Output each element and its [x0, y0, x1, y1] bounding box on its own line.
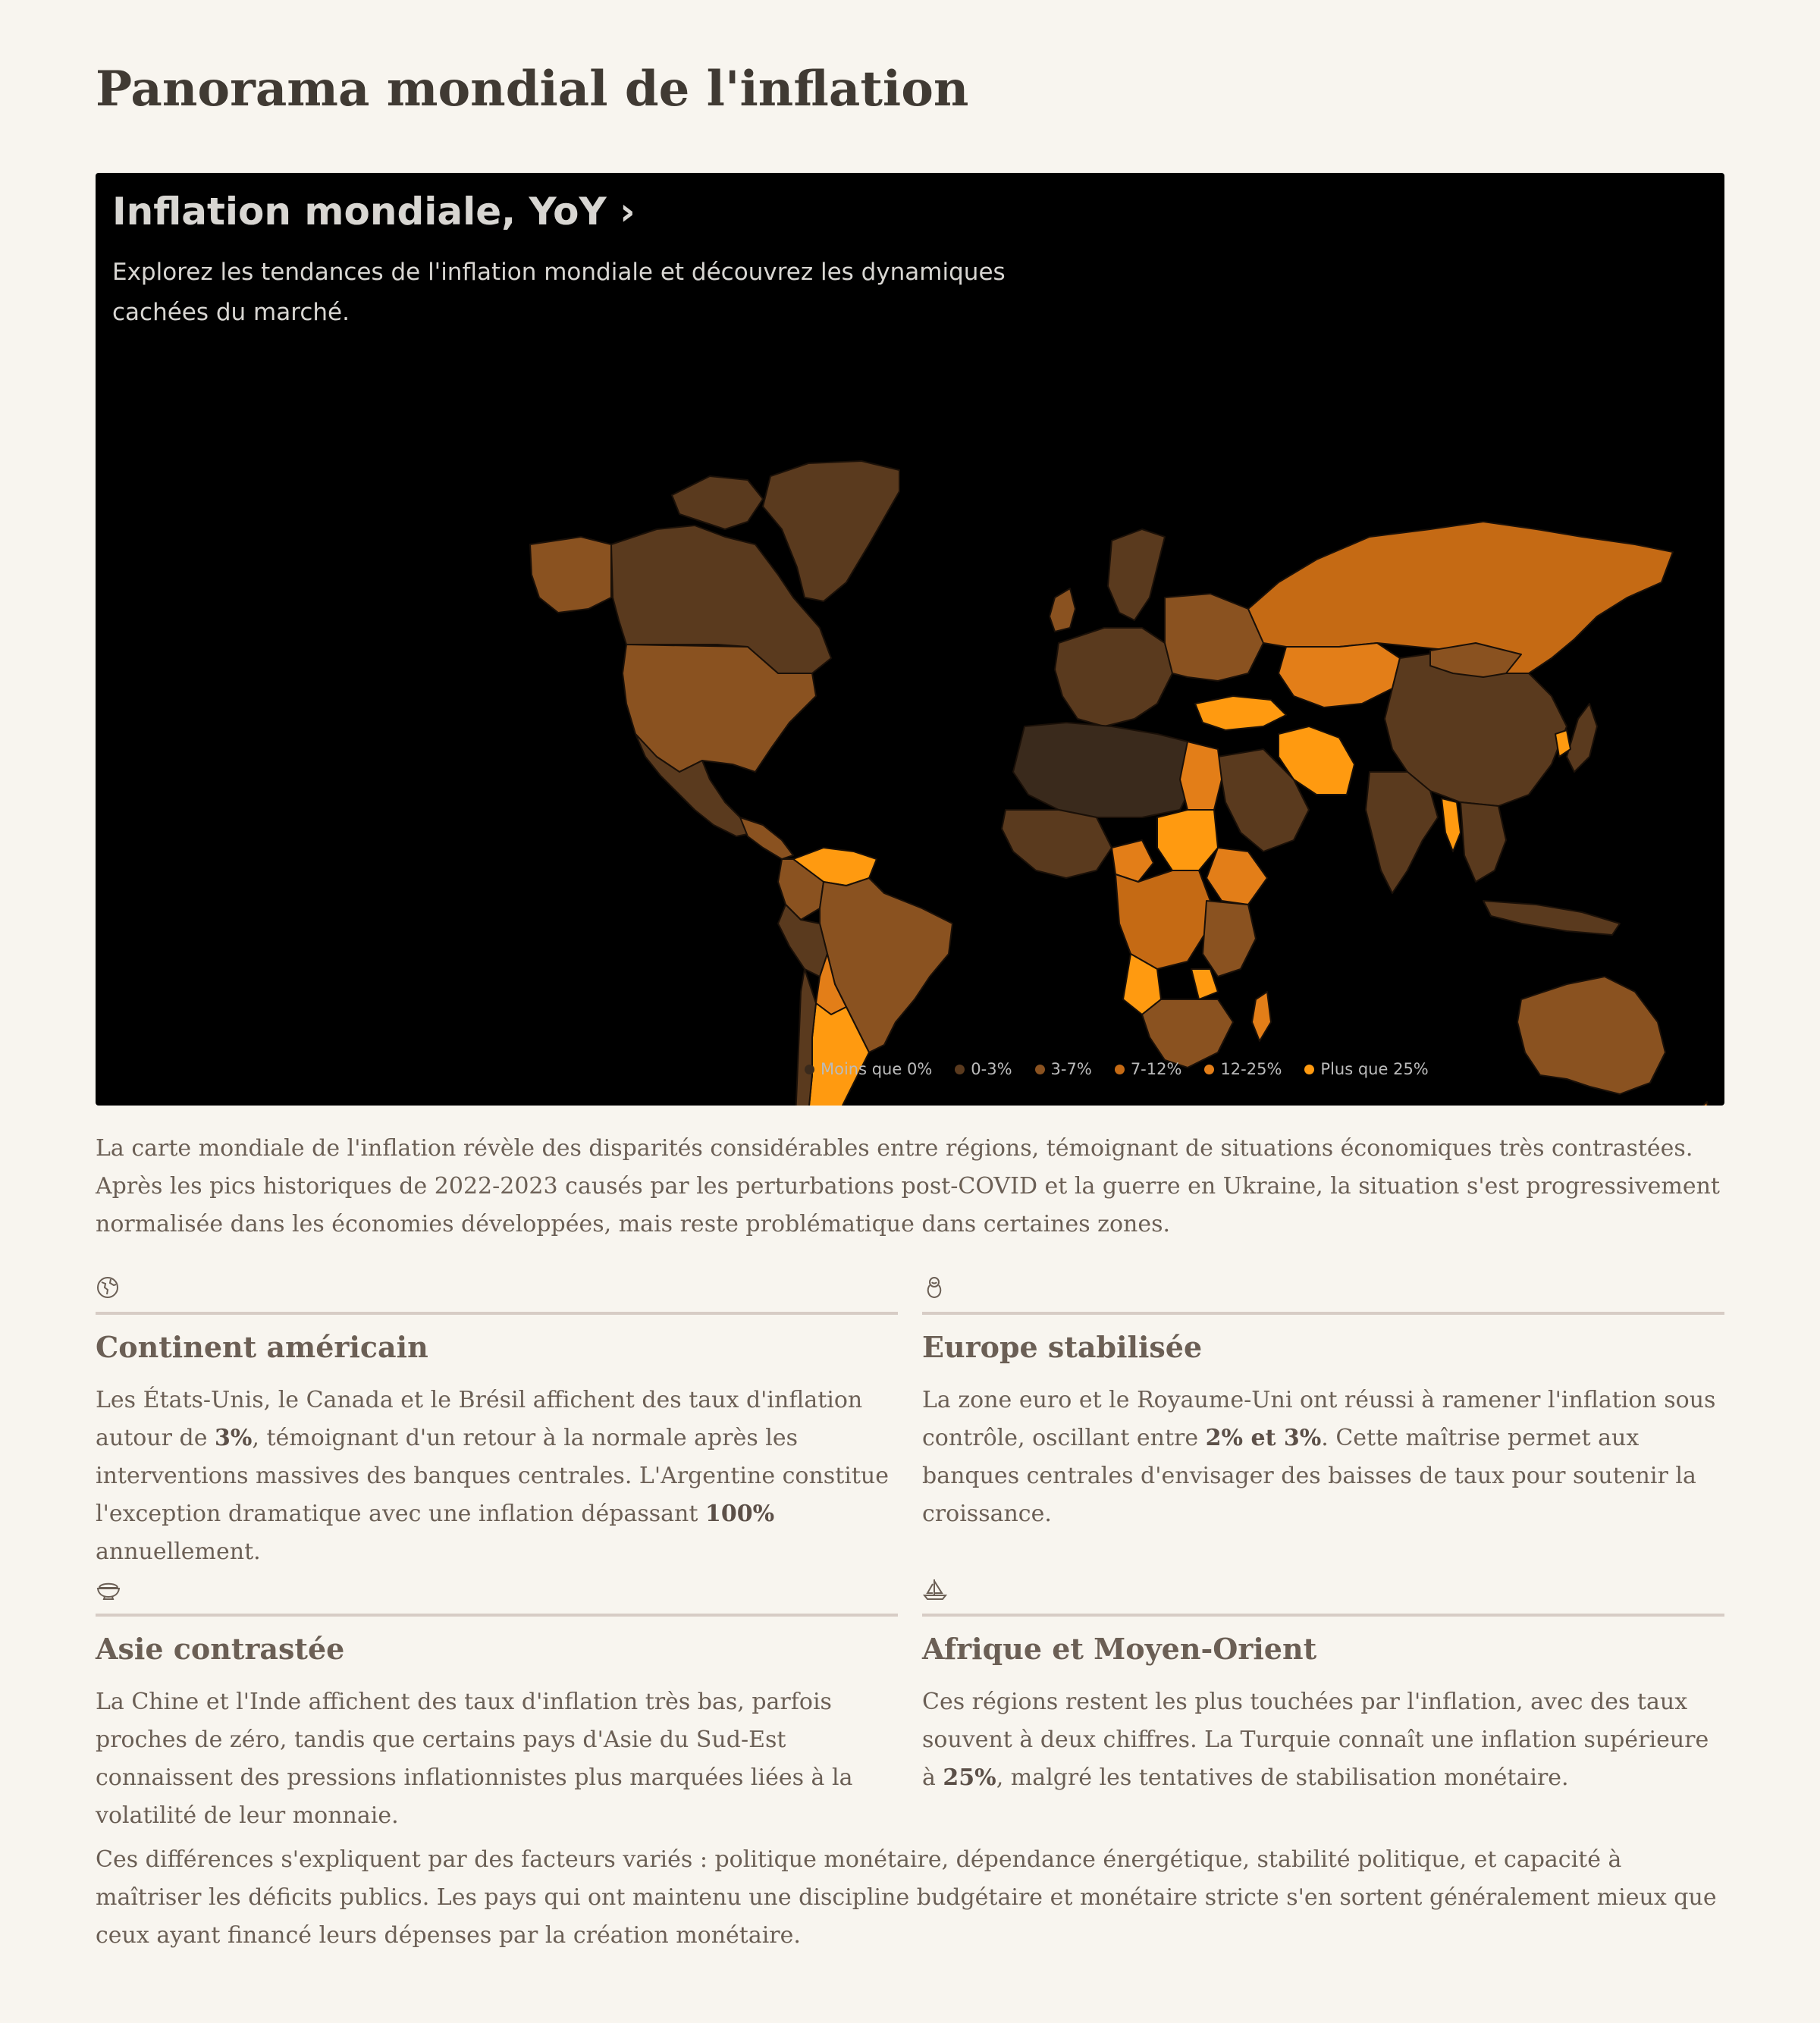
- card-divider: [96, 1312, 898, 1315]
- outro-paragraph: Ces différences s'expliquent par des facteurs variés : politique monétaire, dépendance énergétique, stabilité politique, et capacité à maîtriser les déficits publics. Les pays qui ont maintenu une discipline budgétaire et monétaire stricte s'en sortent généralement mieux que ceux ayant financé leurs dépenses par la création monétaire.: [96, 1846, 1717, 1949]
- card-divider: [922, 1614, 1724, 1617]
- region-myanmar[interactable]: [1442, 798, 1461, 852]
- region-greenland[interactable]: [763, 461, 899, 601]
- region-zimbabwe[interactable]: [1191, 969, 1218, 999]
- region-uk[interactable]: [1050, 588, 1075, 632]
- legend-label: Moins que 0%: [821, 1060, 933, 1078]
- sailboat-icon: [922, 1577, 948, 1601]
- region-turkey[interactable]: [1195, 696, 1286, 730]
- region-australia[interactable]: [1517, 977, 1665, 1094]
- card-text: La zone euro et le Royaume-Uni ont réussi à ramener l'inflation sous contrôle, oscillant entre 2% et 3%. Cette maîtrise permet aux banques centrales d'envisager des baisses de taux pour soutenir la croissance.: [922, 1387, 1716, 1527]
- card-divider: [922, 1312, 1724, 1315]
- map-subtitle: Explorez les tendances de l'inflation mondiale et découvrez les dynamiques cachées du marché.: [112, 259, 1006, 326]
- legend-label: Plus que 25%: [1320, 1060, 1429, 1078]
- legend-item[interactable]: [1035, 1060, 1092, 1078]
- region-west-africa[interactable]: [1002, 810, 1112, 878]
- card-europe: [922, 1274, 1724, 1533]
- region-southern-africa[interactable]: [1142, 999, 1233, 1068]
- legend-swatch: [955, 1065, 965, 1074]
- region-central-africa[interactable]: [1116, 870, 1210, 969]
- card-africa-middle-east: [922, 1576, 1724, 1797]
- legend-item[interactable]: [1304, 1060, 1428, 1078]
- card-americas: [96, 1274, 898, 1571]
- region-indonesia[interactable]: [1483, 901, 1620, 935]
- region-east-africa[interactable]: [1203, 901, 1256, 977]
- legend-item[interactable]: [805, 1060, 932, 1078]
- region-central-america[interactable]: [740, 817, 793, 859]
- card-title: Europe stabilisée: [922, 1330, 1203, 1364]
- region-madagascar[interactable]: [1252, 992, 1271, 1041]
- region-arctic-canada[interactable]: [672, 476, 763, 529]
- region-sudan[interactable]: [1157, 810, 1218, 870]
- map-title[interactable]: Inflation mondiale, YoY ›: [112, 190, 635, 234]
- region-india[interactable]: [1366, 772, 1438, 893]
- region-japan[interactable]: [1567, 704, 1597, 772]
- globe-icon: [96, 1275, 120, 1300]
- region-ethiopia[interactable]: [1207, 848, 1267, 905]
- card-title: Asie contrastée: [96, 1632, 345, 1666]
- card-title: Afrique et Moyen-Orient: [922, 1632, 1317, 1666]
- region-western-europe[interactable]: [1055, 628, 1172, 726]
- region-scandinavia[interactable]: [1108, 529, 1165, 620]
- legend-item[interactable]: [955, 1060, 1012, 1078]
- legend-label: 0-3%: [971, 1060, 1012, 1078]
- region-north-africa[interactable]: [1013, 723, 1195, 817]
- legend-swatch: [1115, 1065, 1125, 1074]
- region-egypt[interactable]: [1180, 742, 1222, 810]
- legend-swatch: [1204, 1065, 1214, 1074]
- legend-swatch: [1304, 1065, 1314, 1074]
- legend-label: 12-25%: [1220, 1060, 1282, 1078]
- region-southeast-asia[interactable]: [1461, 802, 1506, 882]
- legend-item[interactable]: [1204, 1060, 1282, 1078]
- region-new-zealand[interactable]: [1688, 1102, 1711, 1106]
- legend-label: 3-7%: [1050, 1060, 1092, 1078]
- card-text: Les États-Unis, le Canada et le Brésil affichent des taux d'inflation autour de 3%, témoignant d'un retour à la normale après les interventions massives des banques centrales. L'Argentine constitue l'exception dramatique avec une inflation dépassant 100% annuellement.: [96, 1387, 889, 1565]
- matryoshka-icon: [922, 1275, 946, 1300]
- rice-bowl-icon: [96, 1577, 121, 1601]
- region-eastern-europe[interactable]: [1165, 594, 1263, 681]
- page-title: Panorama mondial de l'inflation: [96, 61, 969, 118]
- legend-item[interactable]: [1115, 1060, 1182, 1078]
- card-title: Continent américain: [96, 1330, 428, 1364]
- card-divider: [96, 1614, 898, 1617]
- region-alaska[interactable]: [530, 537, 611, 613]
- map-legend: [805, 1060, 1429, 1078]
- card-text: Ces régions restent les plus touchées par l'inflation, avec des taux souvent à deux chiffres. La Turquie connaît une inflation supérieure à 25%, malgré les tentatives de stabilisation monétaire.: [922, 1689, 1709, 1791]
- card-asia: [96, 1576, 898, 1835]
- inflation-map-panel[interactable]: [96, 173, 1724, 1106]
- legend-swatch: [805, 1065, 814, 1074]
- region-kazakhstan[interactable]: [1279, 643, 1400, 707]
- intro-paragraph: La carte mondiale de l'inflation révèle des disparités considérables entre régions, témoignant de situations économiques très contrastées. Après les pics historiques de 2022-2023 causés par les perturbations post-COVID et la guerre en Ukraine, la situation s'est progressivement normalisée dans les économies développées, mais reste problématique dans certaines zones.: [96, 1135, 1720, 1237]
- legend-label: 7-12%: [1130, 1060, 1182, 1078]
- card-text: La Chine et l'Inde affichent des taux d'inflation très bas, parfois proches de zéro, tandis que certains pays d'Asie du Sud-Est connaissent des pressions inflationnistes plus marquées liées à la volatilité de leur monnaie.: [96, 1689, 853, 1829]
- legend-swatch: [1035, 1065, 1045, 1074]
